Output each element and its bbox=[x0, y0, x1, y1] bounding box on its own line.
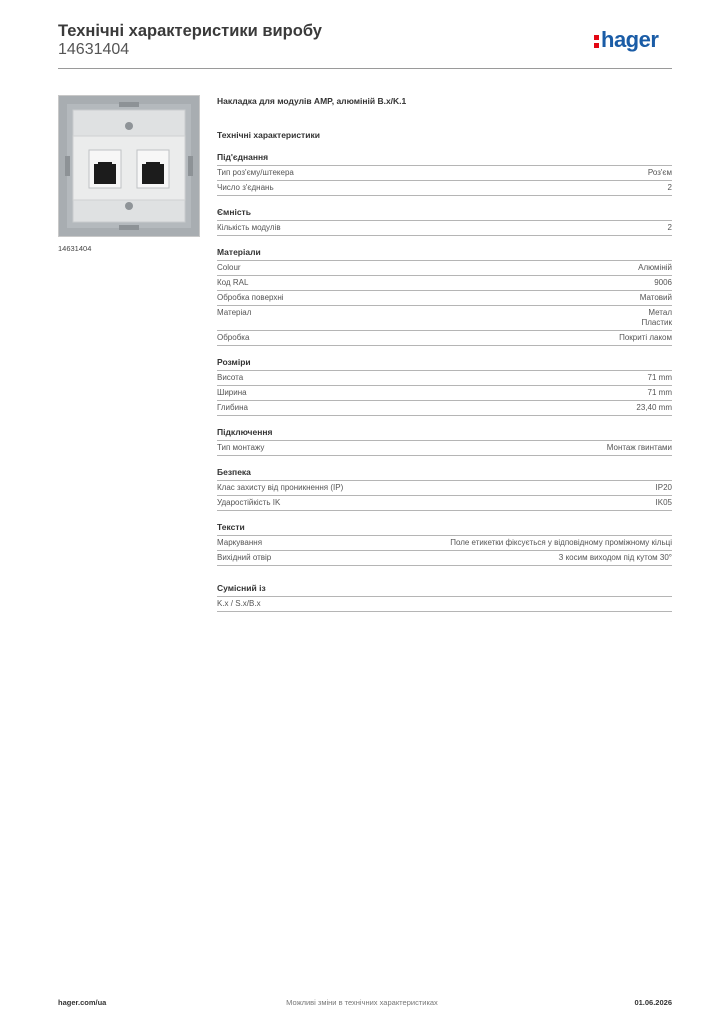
row-value-line: Метал bbox=[648, 308, 672, 317]
row-value bbox=[642, 308, 673, 328]
header-divider bbox=[58, 68, 672, 69]
spec-sections bbox=[217, 151, 672, 566]
spec-section bbox=[217, 521, 672, 566]
spec-row bbox=[217, 597, 672, 612]
section-title: Підключення bbox=[217, 426, 672, 441]
spec-row bbox=[217, 536, 672, 551]
row-label: Ударостійкість IK bbox=[217, 498, 281, 507]
row-label: Число з'єднань bbox=[217, 183, 274, 192]
row-label: Кількість модулів bbox=[217, 223, 281, 232]
row-value-line: Поле етикетки фіксується у відповідному проміжному кільці bbox=[450, 538, 672, 547]
section-title: Ємність bbox=[217, 206, 672, 221]
spec-row bbox=[217, 181, 672, 196]
spec-section bbox=[217, 151, 672, 196]
product-sku: 14631404 bbox=[58, 41, 130, 58]
section-title: Безпека bbox=[217, 466, 672, 481]
row-label: Вихідний отвір bbox=[217, 553, 272, 562]
product-image bbox=[58, 95, 200, 237]
spec-section bbox=[217, 206, 672, 236]
row-value bbox=[619, 333, 672, 343]
row-label: Матеріал bbox=[217, 308, 252, 317]
row-value-line: IP20 bbox=[655, 483, 672, 492]
row-value-line: Покриті лаком bbox=[619, 333, 672, 342]
spec-row bbox=[217, 221, 672, 236]
row-value bbox=[648, 168, 672, 178]
spec-section bbox=[217, 466, 672, 511]
row-label: Код RAL bbox=[217, 278, 249, 287]
section-title: Тексти bbox=[217, 521, 672, 536]
row-value bbox=[607, 443, 672, 453]
row-label: Colour bbox=[217, 263, 241, 272]
row-value bbox=[636, 403, 672, 413]
hager-logo bbox=[594, 27, 658, 53]
spec-row bbox=[217, 331, 672, 346]
spec-row bbox=[217, 386, 672, 401]
row-value bbox=[668, 183, 672, 193]
row-value bbox=[559, 553, 672, 563]
row-value bbox=[654, 278, 672, 288]
row-value bbox=[638, 263, 672, 273]
section-title: Сумісний із bbox=[217, 582, 672, 597]
row-label: Обробка поверхні bbox=[217, 293, 284, 302]
row-value bbox=[656, 483, 672, 493]
row-label: Обробка bbox=[217, 333, 250, 342]
footer-disclaimer: Можливі зміни в технічних характеристиках bbox=[286, 998, 438, 1007]
footer-website[interactable]: hager.com/ua bbox=[58, 998, 107, 1007]
row-value bbox=[656, 498, 672, 508]
row-value-line: Матовий bbox=[639, 293, 672, 302]
page-title: Технічні характеристики виробу bbox=[58, 22, 322, 40]
row-value-line: Монтаж гвинтами bbox=[606, 443, 672, 452]
spec-row bbox=[217, 261, 672, 276]
row-value-line: 2 bbox=[667, 183, 672, 192]
row-value-line: 23,40 mm bbox=[636, 403, 672, 412]
logo-dots-icon bbox=[594, 35, 599, 48]
section-title: Під'єднання bbox=[217, 151, 672, 166]
section-title: Матеріали bbox=[217, 246, 672, 261]
row-value-line: IK05 bbox=[655, 498, 672, 507]
section-title: Розміри bbox=[217, 356, 672, 371]
row-label: Тип монтажу bbox=[217, 443, 265, 452]
spec-section bbox=[217, 426, 672, 456]
row-label: Тип роз'єму/штекера bbox=[217, 168, 294, 177]
row-value-line: 9006 bbox=[654, 278, 672, 287]
row-label: Ширина bbox=[217, 388, 247, 397]
spec-row bbox=[217, 481, 672, 496]
row-value-line: 71 mm bbox=[647, 388, 672, 397]
footer-date: 01.06.2026 bbox=[634, 998, 672, 1007]
spec-row bbox=[217, 276, 672, 291]
row-label: Глибина bbox=[217, 403, 248, 412]
spec-section bbox=[217, 356, 672, 416]
row-value bbox=[648, 373, 672, 383]
row-value bbox=[450, 538, 672, 548]
row-label: Висота bbox=[217, 373, 244, 382]
row-label: Клас захисту від проникнення (IP) bbox=[217, 483, 344, 492]
spec-content bbox=[217, 95, 672, 622]
spec-row bbox=[217, 371, 672, 386]
spec-row bbox=[217, 306, 672, 331]
row-value-line: Роз'єм bbox=[647, 168, 672, 177]
spec-row bbox=[217, 441, 672, 456]
spec-row bbox=[217, 551, 672, 566]
row-value bbox=[648, 388, 672, 398]
spec-row bbox=[217, 496, 672, 511]
row-value-line: Алюміній bbox=[638, 263, 672, 272]
row-value bbox=[640, 293, 672, 303]
cover-plate-icon bbox=[59, 96, 199, 236]
spec-row bbox=[217, 291, 672, 306]
logo-text: hager bbox=[601, 27, 659, 52]
tech-specs-heading: Технічні характеристики bbox=[217, 130, 320, 140]
image-caption: 14631404 bbox=[58, 244, 92, 253]
row-value-line: З косим виходом під кутом 30° bbox=[558, 553, 672, 562]
row-value-line: 71 mm bbox=[647, 373, 672, 382]
row-value-line: 2 bbox=[667, 223, 672, 232]
row-label: K.x / S.x/B.x bbox=[217, 599, 261, 608]
row-value-line: Пластик bbox=[641, 318, 672, 327]
row-label: Маркування bbox=[217, 538, 263, 547]
product-name: Накладка для модулів AMP, алюміній B.x/K.1 bbox=[217, 96, 407, 106]
row-value bbox=[668, 223, 672, 233]
spec-section bbox=[217, 246, 672, 346]
spec-row bbox=[217, 401, 672, 416]
spec-row bbox=[217, 166, 672, 181]
compat-section bbox=[217, 582, 672, 612]
